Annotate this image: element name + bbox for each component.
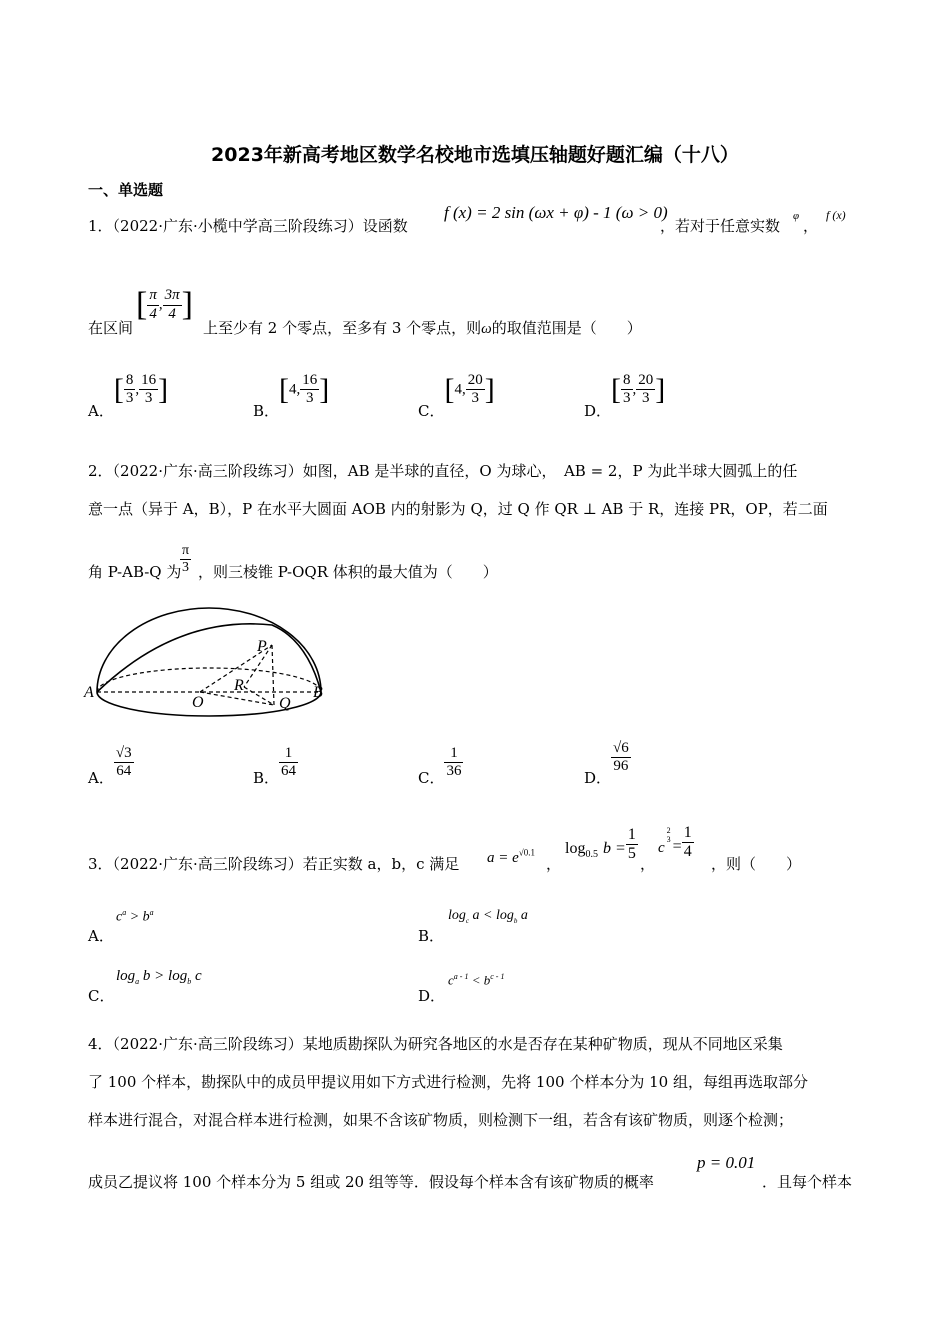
q1-interval-left: $\frac{\pi}{4}$ xyxy=(149,287,157,322)
q1-source: （2022·广东·小榄中学高三阶段练习） xyxy=(112,217,363,235)
label-p: P xyxy=(257,638,267,655)
q2-number: 2． xyxy=(88,462,113,480)
q2-option-d[interactable]: D． $\frac{√6}{96}$ xyxy=(584,740,629,787)
q3-option-a-label[interactable]: A． xyxy=(88,927,114,945)
q2-option-c[interactable]: C． $\frac{1}{36}$ xyxy=(418,745,462,787)
q2-angle-fraction: $\frac{\pi}{3}$ xyxy=(182,543,190,576)
q2-source: （2022·广东·高三阶段练习） xyxy=(112,462,303,480)
q4-line-2: 了 100 个样本，勘探队中的成员甲提议用如下方式进行检测，先将 100 个样本分为 10 组，每组再选取部分 xyxy=(88,1073,808,1091)
q1-option-b[interactable]: B．[4, $\frac{16}{3}$ ] xyxy=(253,372,330,420)
q4-probability: p = 0.01 xyxy=(697,1153,756,1172)
q2-line-1-text: 如图，AB 是半球的直径，O 为球心， AB = 2，P 为此半球大圆弧上的任 xyxy=(302,462,798,480)
q1-text-d: 上至少有 2 个零点，至多有 3 个零点，则 xyxy=(203,319,482,337)
q1-option-a[interactable]: A．[ $\frac{8}{3}$ , $\frac{16}{3}$ ] xyxy=(88,372,169,420)
q3-option-c-label[interactable]: C． xyxy=(88,987,115,1005)
q4-source: （2022·广东·高三阶段练习） xyxy=(112,1035,303,1053)
label-b: B xyxy=(313,684,323,701)
q1-option-c[interactable]: C．[4, $\frac{20}{3}$ ] xyxy=(418,372,495,420)
q1-text-a: 设函数 xyxy=(362,217,408,235)
page-title: 2023年新高考地区数学名校地市选填压轴题好题汇编（十八） xyxy=(211,144,739,166)
q3-option-d-expr[interactable]: $c^{a - 1} < b^{c - 1}$ xyxy=(448,972,505,988)
q4-line-1-text: 某地质勘探队为研究各地区的水是否存在某种矿物质，现从不同地区采集 xyxy=(302,1035,783,1053)
q3-condition-b: $\log_{0.5} b$ = $\frac{1}{5}$ xyxy=(565,826,636,863)
segment-pq xyxy=(272,645,274,705)
label-a: A xyxy=(84,684,94,701)
q3-text-a: 若正实数 a，b，c 满足 xyxy=(302,855,460,873)
question-3-line-1 xyxy=(88,853,459,874)
hemisphere-outer-arc xyxy=(97,608,321,692)
q4-line-4-b: ．且每个样本 xyxy=(762,1173,853,1191)
q3-sep-1: ， xyxy=(546,855,562,873)
q3-option-b-label[interactable]: B． xyxy=(418,927,445,945)
q4-line-4-a: 成员乙提议将 100 个样本分为 5 组或 20 组等等．假设每个样本含有该矿物质的概率 xyxy=(88,1173,654,1191)
q1-omega: ω xyxy=(481,321,492,337)
hemisphere-inner-arc xyxy=(97,624,321,692)
q1-interval: [ $\frac{\pi}{4}$ , $\frac{3\pi}{4}$ ] xyxy=(136,286,193,323)
q1-option-d[interactable]: D．[ $\frac{8}{3}$ , $\frac{20}{3}$ ] xyxy=(584,372,666,420)
q2-option-a[interactable]: A． $\frac{√3}{64}$ xyxy=(88,745,132,787)
question-1-line-1 xyxy=(88,215,408,236)
q3-condition-c: c 2 3 = $\frac{1}{4}$ xyxy=(658,824,692,861)
q3-text-b: ，则（ ） xyxy=(711,855,802,873)
q1-text-b: ，若对于任意实数 xyxy=(660,217,781,235)
question-4-line-1 xyxy=(88,1033,783,1054)
q3-option-d-label[interactable]: D． xyxy=(418,987,446,1005)
q2-option-b[interactable]: B． $\frac{1}{64}$ xyxy=(253,745,297,787)
label-o: O xyxy=(192,694,204,711)
q4-line-3: 样本进行混合，对混合样本进行检测，如果不含该矿物质，则检测下一组，若含有该矿物质，则逐个检测； xyxy=(88,1111,794,1129)
q1-phi: φ xyxy=(793,210,800,222)
q3-source: （2022·广东·高三阶段练习） xyxy=(112,855,303,873)
q3-option-c-expr[interactable]: $\log_a b > \log_b c$ xyxy=(116,968,202,986)
base-ellipse-back xyxy=(97,668,321,692)
section-heading: 一、单选题 xyxy=(88,181,164,199)
label-r: R xyxy=(234,677,244,694)
q2-line-3-a: 角 P-AB-Q 为 xyxy=(88,563,182,581)
q2-line-2: 意一点（异于 A，B），P 在水平大圆面 AOB 内的射影为 Q，过 Q 作 QR ⊥ AB 于 R，连接 PR，OP，若二面 xyxy=(88,500,828,518)
q3-option-b-expr[interactable]: $\log_c a < \log_b a$ xyxy=(448,908,528,925)
q1-function-formula: f (x) = 2 sin (ωx + φ) - 1 (ω > 0) xyxy=(444,203,668,222)
q1-text-c: 在区间 xyxy=(88,319,134,337)
q3-sep-2: ， xyxy=(640,855,656,873)
q1-interval-right: $\frac{3\pi}{4}$ xyxy=(164,287,180,322)
q3-number: 3． xyxy=(88,855,113,873)
q1-number: 1． xyxy=(88,217,113,235)
q1-comma: ， xyxy=(803,217,819,235)
q2-line-3-b: ，则三棱锥 P-OQR 体积的最大值为（ ） xyxy=(198,563,498,581)
label-q: Q xyxy=(279,695,291,712)
q3-condition-a: $a = e^{√0.1}$ xyxy=(487,847,535,866)
q4-number: 4． xyxy=(88,1035,113,1053)
question-2-line-1 xyxy=(88,460,797,481)
q1-fx: f (x) xyxy=(826,208,846,222)
q1-text-e: 的取值范围是（ ） xyxy=(491,319,642,337)
hemisphere-figure xyxy=(82,605,342,735)
q3-option-a-expr[interactable]: $c^a > b^a$ xyxy=(116,908,154,925)
